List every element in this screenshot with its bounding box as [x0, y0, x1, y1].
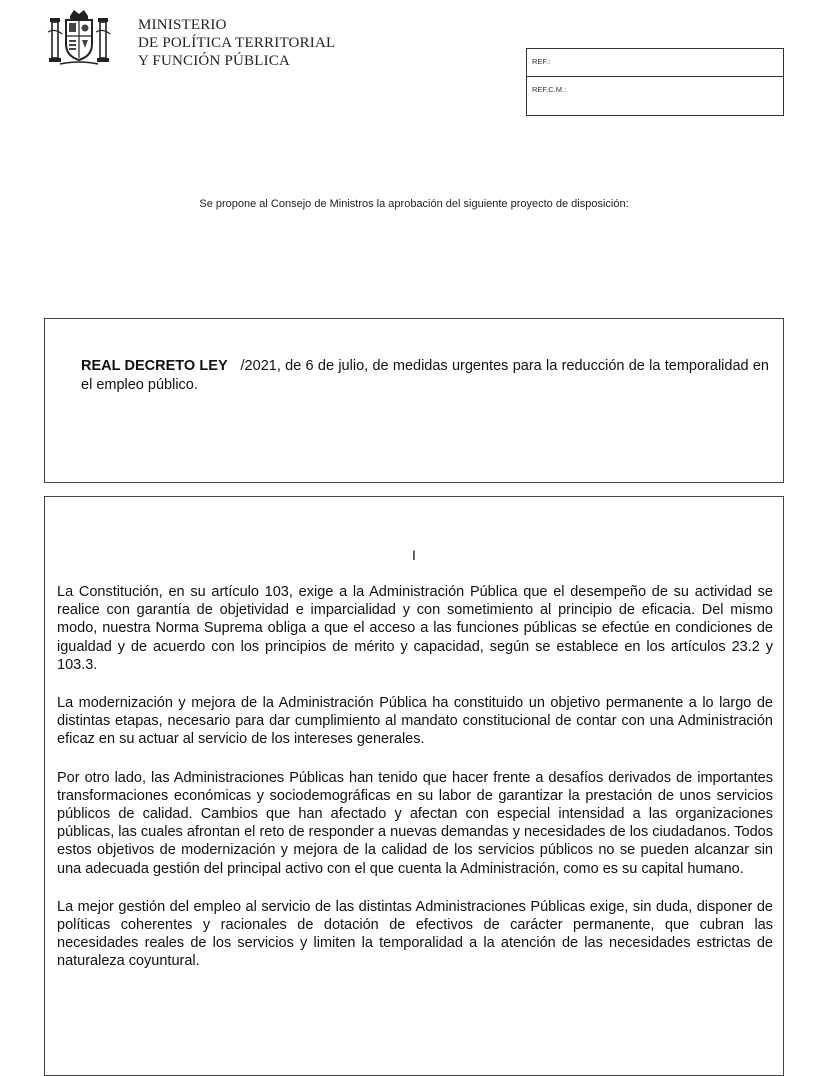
- paragraph: La Constitución, en su artículo 103, exige a la Administración Pública que el desempeño de su actividad se realice con garantía de objetividad e imparcialidad y con sometimiento al principio de eficacia. Del mismo modo, nuestra Norma Suprema obliga a que el acceso a las funciones públicas se efectúe en condiciones de igualdad y de acuerdo con los principios de mérito y capacidad, según se establece en los artículos 23.2 y 103.3.: [57, 584, 773, 673]
- ref-cm-label: REF.C.M.:: [532, 85, 567, 94]
- proposal-text: Se propone al Consejo de Ministros la aprobación del siguiente proyecto de disposición:: [199, 198, 629, 210]
- paragraph: La modernización y mejora de la Administración Pública ha constituido un objetivo permanente a lo largo de distintas etapas, necesario para dar cumplimiento al mandato constitucional de contar con una Administración eficaz en su actuar al servicio de los intereses generales.: [57, 695, 773, 748]
- body-box: [44, 496, 784, 1076]
- ministry-line: DE POLÍTICA TERRITORIAL: [138, 35, 336, 51]
- reference-box: [526, 48, 784, 116]
- decree-title: [81, 357, 769, 395]
- paragraph: Por otro lado, las Administraciones Públicas han tenido que hacer frente a desafíos derivados de importantes transformaciones económicas y sociodemográficas en su labor de garantizar la prestación de unos servicios públicos de calidad. Cambios que han afectado y afectan con especial intensidad a las organizaciones públicas, las cuales afrontan el reto de responder a nuevas demandas y necesidades de los ciudadanos. Todos estos objetivos de modernización y mejora de la calidad de los servicios públicos no se pueden alcanzar sin una adecuada gestión del principal activo con el que cuenta la Administración, como es su capital humano.: [57, 769, 773, 877]
- ref-cm-field: [527, 77, 783, 115]
- ref-label: REF.:: [532, 57, 551, 66]
- body-paragraphs: [57, 583, 773, 991]
- ministry-line: Y FUNCIÓN PÚBLICA: [138, 53, 291, 69]
- spain-coat-of-arms-icon: [44, 6, 114, 68]
- ministry-name: [138, 16, 335, 70]
- paragraph: La mejor gestión del empleo al servicio de las distintas Administraciones Públicas exige, sin duda, disponer de políticas coherentes y racionales de dotación de efectivos de carácter permanente, que cubran las necesidades reales de los servicios y limiten la temporalidad a la atención de las necesidades estrictas de naturaleza coyuntural.: [57, 898, 773, 970]
- section-number: I: [412, 547, 416, 563]
- decree-title-bold: REAL DECRETO LEY: [81, 358, 228, 374]
- ref-field: [527, 49, 783, 77]
- ministry-line: MINISTERIO: [138, 17, 227, 33]
- title-box: [44, 318, 784, 483]
- decree-title-rest: /2021, de 6 de julio, de medidas urgentes para la reducción de la temporalidad en el empleo público.: [81, 358, 769, 393]
